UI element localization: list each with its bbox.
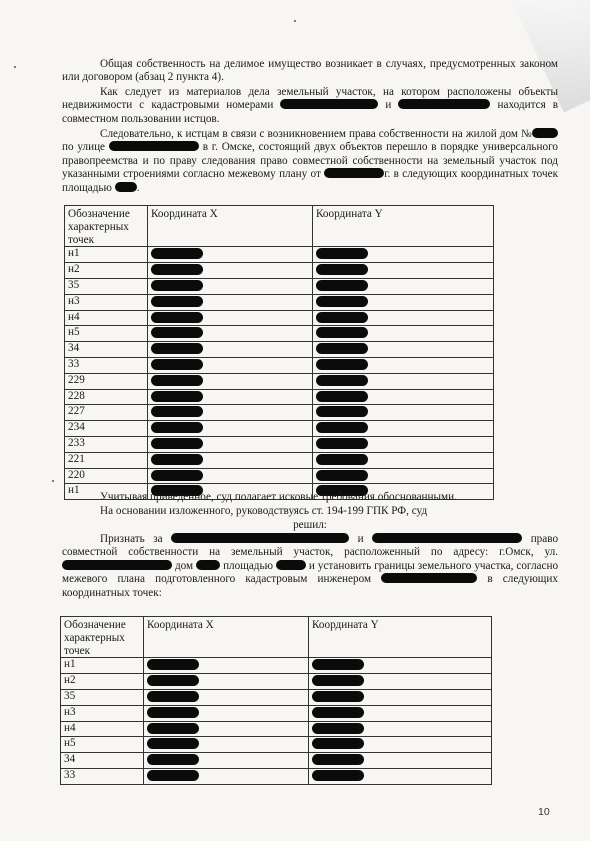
redaction bbox=[316, 454, 368, 465]
table-row bbox=[65, 263, 494, 279]
point-designation: н5 bbox=[65, 326, 148, 342]
coordinate-x-cell bbox=[148, 326, 313, 342]
redaction bbox=[316, 391, 368, 402]
table-row bbox=[65, 342, 494, 358]
paragraph-text: Признать за bbox=[100, 533, 163, 545]
coordinate-x-cell bbox=[144, 737, 309, 753]
redaction bbox=[316, 264, 368, 275]
point-designation: н1 bbox=[61, 658, 144, 674]
coordinate-x-cell bbox=[144, 753, 309, 769]
header-coordinate-x: Координата X bbox=[144, 617, 309, 658]
table-row bbox=[65, 421, 494, 437]
redaction bbox=[171, 533, 349, 543]
coordinate-y-cell bbox=[313, 373, 494, 389]
redaction bbox=[316, 375, 368, 386]
table-row bbox=[61, 705, 492, 721]
redaction bbox=[324, 168, 384, 178]
redaction bbox=[151, 296, 203, 307]
redaction bbox=[147, 754, 199, 765]
table-row bbox=[65, 357, 494, 373]
coordinate-y-cell bbox=[313, 294, 494, 310]
header-point-designation: Обозначение характерных точек bbox=[61, 617, 144, 658]
table-body bbox=[65, 247, 494, 500]
table-row bbox=[65, 452, 494, 468]
redaction bbox=[398, 99, 490, 109]
paragraph-recognize bbox=[62, 533, 558, 600]
paragraph-text: Учитывая приведенное, суд полагает исковые требования обоснованными. bbox=[100, 491, 457, 503]
redaction bbox=[312, 770, 364, 781]
redaction bbox=[276, 560, 306, 570]
table-header-row bbox=[65, 206, 494, 247]
coordinate-x-cell bbox=[148, 310, 313, 326]
coordinate-y-cell bbox=[313, 452, 494, 468]
header-coordinate-y: Координата Y bbox=[313, 206, 494, 247]
table-header-row bbox=[61, 617, 492, 658]
table-row bbox=[65, 294, 494, 310]
redaction bbox=[316, 438, 368, 449]
coordinate-x-cell bbox=[148, 247, 313, 263]
coordinate-y-cell bbox=[309, 674, 492, 690]
redaction bbox=[316, 343, 368, 354]
redaction bbox=[147, 675, 199, 686]
table-row bbox=[61, 737, 492, 753]
point-designation: 35 bbox=[65, 278, 148, 294]
redaction bbox=[151, 422, 203, 433]
paragraph-text: дом bbox=[174, 559, 194, 572]
point-designation: 220 bbox=[65, 468, 148, 484]
paragraph-text: решил: bbox=[293, 519, 327, 531]
coordinate-x-cell bbox=[148, 421, 313, 437]
coordinate-y-cell bbox=[309, 658, 492, 674]
coordinate-x-cell bbox=[144, 658, 309, 674]
redaction bbox=[151, 406, 203, 417]
redaction bbox=[312, 738, 364, 749]
coordinate-x-cell bbox=[144, 721, 309, 737]
redaction bbox=[151, 327, 203, 338]
point-designation: н1 bbox=[65, 484, 148, 500]
header-coordinate-x: Координата X bbox=[148, 206, 313, 247]
paragraph-text: Общая собственность на делимое имущество возникает в случаях, предусмотренных законом или договором (абзац 2 пункта 4). bbox=[62, 58, 558, 84]
paragraph-text: и установить границы земельного участка, согласно межевого плана подготовленного кадастровым инженером bbox=[62, 559, 559, 586]
redaction bbox=[316, 406, 368, 417]
scan-speck bbox=[14, 66, 16, 68]
table-body bbox=[61, 658, 492, 784]
coordinate-y-cell bbox=[313, 389, 494, 405]
paragraph-text: На основании изложенного, руководствуясь ст. 194-199 ГПК РФ, суд bbox=[100, 505, 428, 517]
redaction bbox=[316, 296, 368, 307]
point-designation: 234 bbox=[65, 421, 148, 437]
paragraph-based-on bbox=[62, 505, 558, 518]
point-designation: 229 bbox=[65, 373, 148, 389]
coordinate-x-cell bbox=[148, 436, 313, 452]
table-row bbox=[65, 247, 494, 263]
table-row bbox=[65, 405, 494, 421]
coordinate-y-cell bbox=[309, 705, 492, 721]
redaction bbox=[312, 659, 364, 670]
point-designation: н2 bbox=[65, 263, 148, 279]
paragraph-text: Как следует из материалов дела земельный участок, на котором расположены объекты недвижимости с кадастровыми номерами bbox=[62, 86, 558, 112]
point-designation: н1 bbox=[65, 247, 148, 263]
redaction bbox=[312, 707, 364, 718]
coordinate-y-cell bbox=[313, 310, 494, 326]
redaction bbox=[151, 391, 203, 402]
redaction bbox=[312, 723, 364, 734]
paragraph-text: площадью bbox=[223, 559, 273, 572]
point-designation: н3 bbox=[65, 294, 148, 310]
coordinate-y-cell bbox=[313, 421, 494, 437]
coordinate-x-cell bbox=[144, 689, 309, 705]
redaction bbox=[151, 312, 203, 323]
scan-speck bbox=[52, 480, 54, 482]
point-designation: н2 bbox=[61, 674, 144, 690]
table-row bbox=[61, 689, 492, 705]
paragraph-consequently bbox=[62, 128, 558, 195]
paragraph-land-plot bbox=[62, 86, 558, 126]
paragraph-text: по улице bbox=[62, 141, 106, 154]
redaction bbox=[151, 280, 203, 291]
redaction bbox=[147, 659, 199, 670]
redaction bbox=[316, 312, 368, 323]
redaction bbox=[147, 723, 199, 734]
coordinate-x-cell bbox=[148, 373, 313, 389]
redaction bbox=[280, 99, 378, 109]
point-designation: н5 bbox=[61, 737, 144, 753]
redaction bbox=[312, 691, 364, 702]
coordinate-x-cell bbox=[148, 389, 313, 405]
redaction bbox=[532, 128, 558, 138]
point-designation: 228 bbox=[65, 389, 148, 405]
paragraph-text: находится в совместном пользовании истцов. bbox=[62, 99, 559, 125]
point-designation: 33 bbox=[61, 768, 144, 784]
coordinate-y-cell bbox=[309, 753, 492, 769]
coordinate-y-cell bbox=[309, 768, 492, 784]
coordinate-y-cell bbox=[313, 263, 494, 279]
coordinate-y-cell bbox=[313, 357, 494, 373]
coordinate-x-cell bbox=[144, 674, 309, 690]
redaction bbox=[316, 280, 368, 291]
point-designation: н4 bbox=[65, 310, 148, 326]
coordinate-y-cell bbox=[313, 405, 494, 421]
table-row bbox=[65, 326, 494, 342]
coordinate-y-cell bbox=[313, 278, 494, 294]
redaction bbox=[62, 560, 172, 570]
redaction bbox=[109, 141, 199, 151]
redaction bbox=[372, 533, 522, 543]
redaction bbox=[151, 264, 203, 275]
paragraph-text: в г. Омске, состоящий двух объектов перешло в порядке универсального правопреемства и по праву следования право совместной собственности на земельный участок под указанными строениями согласно межевому плану от bbox=[62, 141, 559, 181]
coordinate-x-cell bbox=[148, 263, 313, 279]
table-row bbox=[65, 278, 494, 294]
table-row bbox=[61, 768, 492, 784]
decided-heading bbox=[62, 519, 558, 532]
coordinate-x-cell bbox=[144, 768, 309, 784]
page-number: 10 bbox=[538, 806, 550, 818]
redaction bbox=[115, 182, 137, 192]
redaction bbox=[147, 738, 199, 749]
table-row bbox=[65, 373, 494, 389]
redaction bbox=[147, 691, 199, 702]
table-row bbox=[65, 389, 494, 405]
paragraph-text: . bbox=[136, 181, 140, 194]
redaction bbox=[316, 359, 368, 370]
paragraph-common-property bbox=[62, 58, 558, 85]
coordinates-table bbox=[64, 205, 494, 500]
redaction bbox=[151, 359, 203, 370]
point-designation: 33 bbox=[65, 357, 148, 373]
redaction bbox=[196, 560, 220, 570]
redaction bbox=[312, 754, 364, 765]
coordinate-y-cell bbox=[309, 737, 492, 753]
header-coordinate-y: Координата Y bbox=[309, 617, 492, 658]
point-designation: 34 bbox=[61, 753, 144, 769]
coordinate-y-cell bbox=[309, 721, 492, 737]
point-designation: н4 bbox=[61, 721, 144, 737]
coordinate-y-cell bbox=[313, 247, 494, 263]
coordinate-x-cell bbox=[148, 278, 313, 294]
point-designation: 35 bbox=[61, 689, 144, 705]
coordinate-x-cell bbox=[148, 405, 313, 421]
point-designation: 227 bbox=[65, 405, 148, 421]
redaction bbox=[316, 327, 368, 338]
point-designation: 34 bbox=[65, 342, 148, 358]
redaction bbox=[151, 248, 203, 259]
redaction bbox=[151, 438, 203, 449]
paragraph-text: право совместной собственности на земельный участок, расположенный по адресу: г.Омск, ул. bbox=[62, 533, 559, 559]
redaction bbox=[316, 470, 368, 481]
coordinate-y-cell bbox=[309, 689, 492, 705]
paragraph-text: г. в следующих координатных точек площадью bbox=[62, 168, 559, 194]
redaction bbox=[147, 770, 199, 781]
redaction bbox=[151, 454, 203, 465]
redaction bbox=[381, 573, 477, 583]
redaction bbox=[316, 248, 368, 259]
paragraph-text: Следовательно, к истцам в связи с возникновением права собственности на жилой дом № bbox=[100, 128, 532, 140]
redaction bbox=[151, 470, 203, 481]
paragraph-considering bbox=[62, 491, 558, 504]
table-row bbox=[61, 753, 492, 769]
paragraph-text: и bbox=[385, 99, 392, 112]
coordinate-x-cell bbox=[148, 342, 313, 358]
point-designation: н3 bbox=[61, 705, 144, 721]
coordinate-y-cell bbox=[313, 326, 494, 342]
redaction bbox=[312, 675, 364, 686]
table-row bbox=[61, 674, 492, 690]
redaction bbox=[151, 375, 203, 386]
redaction bbox=[147, 707, 199, 718]
header-point-designation: Обозначение характерных точек bbox=[65, 206, 148, 247]
point-designation: 233 bbox=[65, 436, 148, 452]
point-designation: 221 bbox=[65, 452, 148, 468]
coordinate-x-cell bbox=[148, 357, 313, 373]
coordinate-x-cell bbox=[148, 452, 313, 468]
coordinate-y-cell bbox=[313, 436, 494, 452]
table-row bbox=[61, 658, 492, 674]
paragraph-text: и bbox=[357, 533, 364, 545]
scan-speck bbox=[294, 20, 296, 22]
table-row bbox=[65, 468, 494, 484]
table-row bbox=[65, 310, 494, 326]
redaction bbox=[151, 343, 203, 354]
coordinate-x-cell bbox=[144, 705, 309, 721]
coordinate-y-cell bbox=[313, 468, 494, 484]
paragraph-text: в следующих координатных точек: bbox=[62, 573, 558, 599]
coordinates-table-decision bbox=[60, 616, 492, 785]
table-row bbox=[65, 436, 494, 452]
coordinate-x-cell bbox=[148, 468, 313, 484]
coordinate-x-cell bbox=[148, 294, 313, 310]
redaction bbox=[316, 422, 368, 433]
coordinate-y-cell bbox=[313, 342, 494, 358]
table-row bbox=[61, 721, 492, 737]
